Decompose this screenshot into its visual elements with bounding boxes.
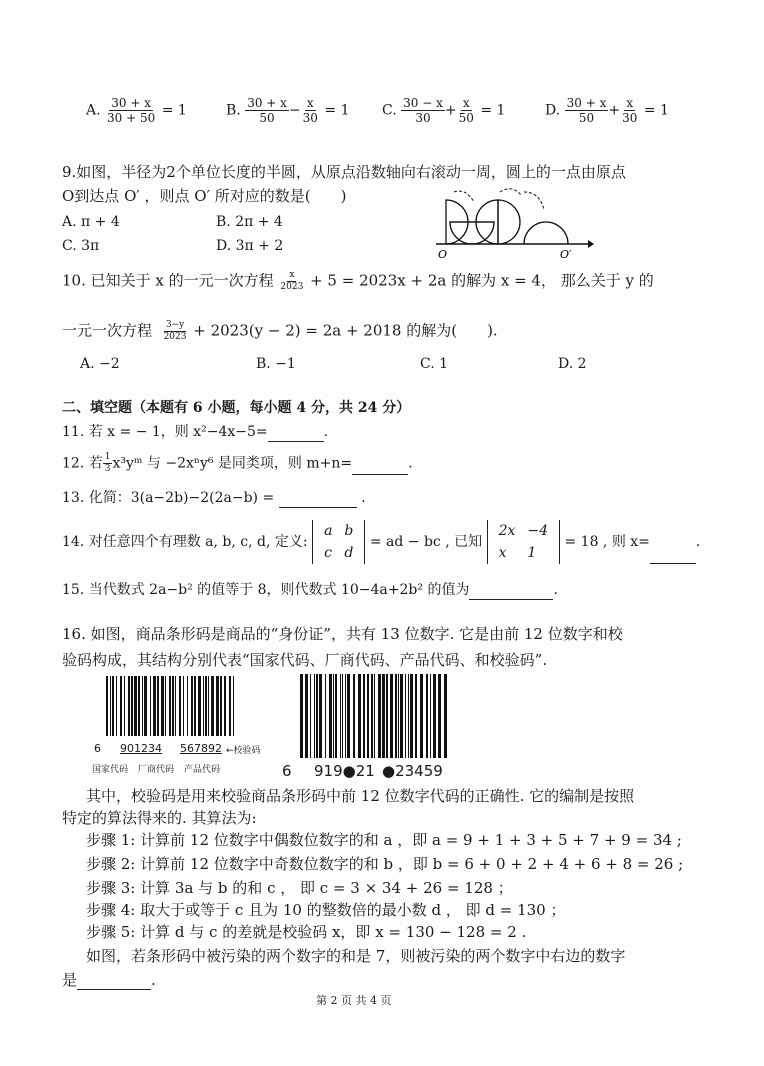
barcode-bar (420, 674, 423, 758)
barcode-bar (374, 674, 375, 758)
q10-option-b: B. −1 (256, 356, 296, 372)
barcode-bar (342, 674, 343, 758)
q8-option-c: C. $\frac{30 - x}{30}$ + $\frac{x}{50}$ = 1 (382, 96, 506, 125)
barcode-bar (333, 674, 334, 758)
barcode-bar (229, 676, 231, 736)
barcode-bar (390, 674, 393, 758)
q9-rolling-semicircle-diagram (432, 186, 594, 262)
barcode-bar (319, 674, 322, 758)
q9-option-b: B. 2π + 4 (216, 214, 283, 230)
barcode-bar (345, 674, 346, 758)
barcode-bar (444, 674, 447, 758)
q14-determinant-given: 2x −4 x 1 (487, 520, 560, 564)
barcode-bar (316, 674, 318, 758)
bc1-label-product: 产品代码 (184, 765, 221, 775)
page-footer: 第 2 页 共 4 页 (316, 994, 392, 1007)
barcode-bar (161, 676, 164, 736)
barcode-bar (382, 674, 385, 758)
barcode-bar (112, 676, 114, 736)
barcode-bar (120, 676, 122, 736)
q9-line2: O到达点 O′ ，则点 O′ 所对应的数是( ) (62, 187, 347, 205)
barcode-bar (347, 674, 350, 758)
barcode-bar (187, 676, 188, 736)
q10-option-a: A. −2 (80, 356, 120, 372)
barcode-bar (216, 676, 219, 736)
q14-determinant-def: a b c d (312, 520, 365, 564)
barcode-bar (353, 674, 355, 758)
barcode-bar (208, 676, 209, 736)
bc1-label-maker: 厂商代码 (138, 765, 175, 775)
bc2-country-digits: 6 (282, 762, 292, 780)
q9-end-label: O′ (560, 248, 572, 261)
barcode-bar (191, 676, 193, 736)
q16-line2: 验码构成，其结构分别代表“国家代码、厂商代码、产品代码、和校验码”. (62, 651, 548, 669)
q9-option-a: A. π + 4 (62, 214, 120, 230)
q14-answer-blank (650, 563, 696, 564)
q10-line2: 一元一次方程 $\frac{3-y}{2023}$ + 2023(y − 2) = 2a + 2018 的解为( ). (62, 320, 498, 342)
barcode-bar (106, 676, 108, 736)
q10-option-c: C. 1 (420, 356, 449, 372)
barcode-bar (198, 676, 201, 736)
barcode-bar (438, 674, 441, 758)
q16-step1: 步骤 1: 计算前 12 位数字中偶数位数字的和 a ，即 a = 9 + 1 + 3 + 5 + 7 + 9 = 34 ; (86, 831, 682, 849)
q9-option-d: D. 3π + 2 (216, 238, 284, 254)
barcode-bar (116, 676, 117, 736)
barcode-bar (415, 674, 417, 758)
barcode-bar (150, 676, 151, 736)
barcode-bar (335, 674, 337, 758)
q8-option-a: A. $\frac{30 + x}{30 + 50}$ = 1 (86, 96, 187, 125)
section-2-heading: 二、填空题（本题有 6 小题，每小题 4 分，共 24 分） (62, 400, 411, 416)
barcode-bar (426, 674, 428, 758)
barcode-example (92, 676, 272, 776)
barcode-bar (395, 674, 397, 758)
barcode-bar (224, 676, 226, 736)
barcode-bar (169, 676, 171, 736)
barcode-bar (211, 676, 214, 736)
barcode-bar (134, 676, 137, 736)
q11-answer-blank (268, 441, 324, 442)
barcode-bar (110, 676, 111, 736)
barcode-bar (300, 674, 303, 758)
barcode-bar (433, 674, 436, 758)
bc1-maker-digits: 901234 (120, 742, 162, 755)
q16-line1: 16. 如图，商品条形码是商品的“身份证”，共有 13 位数字. 它是由前 12 位数字和校 (62, 625, 623, 643)
q16-step5: 步骤 5: 计算 d 与 c 的差就是校验码 x，即 x = 130 − 128 = 2 . (86, 923, 527, 941)
barcode-bar (310, 674, 311, 758)
barcode-bar (410, 674, 413, 758)
barcode-bar (340, 674, 341, 758)
q8-option-d: D. $\frac{30 + x}{50}$ + $\frac{x}{30}$ = 1 (545, 96, 669, 125)
barcode-bar (183, 676, 184, 736)
q10-option-d: D. 2 (558, 356, 587, 372)
barcode-bar (233, 676, 234, 736)
barcode-bar (367, 674, 369, 758)
barcode-bar (314, 674, 315, 758)
barcode-bar (305, 674, 308, 758)
q16-step3: 步骤 3: 计算 3a 与 b 的和 c ， 即 c = 3 × 34 + 26 = 128 ； (86, 879, 513, 897)
q14: 14. 对任意四个有理数 a, b, c, d, 定义: a b c d = ad − bc , 已知 2x −4 x 1 = 18 , 则 x= . (62, 520, 700, 564)
bc1-label-country: 国家代码 (92, 765, 129, 775)
barcode-bar (144, 676, 147, 736)
q16-p3: 如图，若条形码中被污染的两个数字的和是 7，则被污染的两个数字中右边的数字 (86, 947, 626, 965)
barcode-bar (142, 676, 143, 736)
q16-p4: 是 . (62, 971, 156, 989)
barcode-bar (329, 674, 332, 758)
barcode-stained (282, 674, 462, 784)
q16-p1: 其中，校验码是用来校验商品条形码中前 12 位数字代码的正确性. 它的编制是按照 (86, 787, 635, 805)
barcode-bar (124, 676, 125, 736)
q16-answer-blank (77, 989, 151, 990)
q15: 15. 当代数式 2a−b² 的值等于 8，则代数式 10−4a+2b² 的值为 . (62, 582, 558, 598)
barcode-bar (386, 674, 388, 758)
barcode-bar (157, 676, 159, 736)
barcode-bar (153, 676, 156, 736)
q9-option-c: C. 3π (62, 238, 100, 254)
barcode-bar (398, 674, 399, 758)
q9-origin-label: O (438, 248, 448, 261)
bc1-country-digits: 6 (94, 742, 101, 755)
q16-step4: 步骤 4: 取大于或等于 c 且为 10 的整数倍的最小数 d ， 即 d = 130 ； (86, 901, 566, 919)
barcode-bar (220, 676, 222, 736)
bc2-maker-digits: 919●21 (314, 762, 375, 780)
q8-option-b: B. $\frac{30 + x}{50}$ − $\frac{x}{30}$ = 1 (226, 96, 350, 125)
barcode-bar (172, 676, 174, 736)
barcode-bar (128, 676, 130, 736)
bc2-product-digits: ●23459 (382, 762, 443, 780)
bc1-check-label: ←校验码 (226, 746, 261, 756)
barcode-bar (138, 676, 140, 736)
barcode-bar (400, 674, 403, 758)
q12-answer-blank (352, 474, 408, 475)
q9-line1: 9.如图，半径为2个单位长度的半圆，从原点沿数轴向右滚动一周，圆上的一点由原点 (62, 163, 626, 181)
q16-p2: 特定的算法得来的. 其算法为: (62, 809, 257, 827)
barcode-bar (405, 674, 406, 758)
barcode-bar (131, 676, 133, 736)
barcode-bar (363, 674, 365, 758)
barcode-bar (165, 676, 166, 736)
q13: 13. 化简：3(a−2b)−2(2a−b) = . (62, 490, 366, 506)
q16-step2: 步骤 2: 计算前 12 位数字中奇数位数字的和 b ，即 b = 6 + 0 + 2 + 4 + 6 + 8 = 26 ; (86, 855, 684, 873)
q13-answer-blank (279, 507, 357, 508)
barcode-bar (175, 676, 176, 736)
bc1-product-digits: 567892 (180, 742, 222, 755)
barcode-bar (203, 676, 204, 736)
barcode-bar (325, 674, 326, 758)
barcode-bar (378, 674, 381, 758)
barcode-bar (194, 676, 196, 736)
q15-answer-blank (469, 599, 553, 600)
barcode-bar (430, 674, 431, 758)
q11: 11. 若 x = − 1，则 x²−4x−5= . (62, 424, 329, 440)
barcode-bar (358, 674, 361, 758)
barcode-bar (205, 676, 207, 736)
q12: 12. 若 $\frac{1}{3}$ x³yᵐ 与 −2xⁿy⁶ 是同类项，则 m+n= . (62, 452, 413, 474)
barcode-bar (371, 674, 373, 758)
q10-line1: 10. 已知关于 x 的一元一次方程 $\frac{x}{2023}$ + 5 = 2023x + 2a 的解为 x = 4， 那么关于 y 的 (62, 270, 654, 292)
barcode-bar (179, 676, 181, 736)
barcode-bar (408, 674, 409, 758)
